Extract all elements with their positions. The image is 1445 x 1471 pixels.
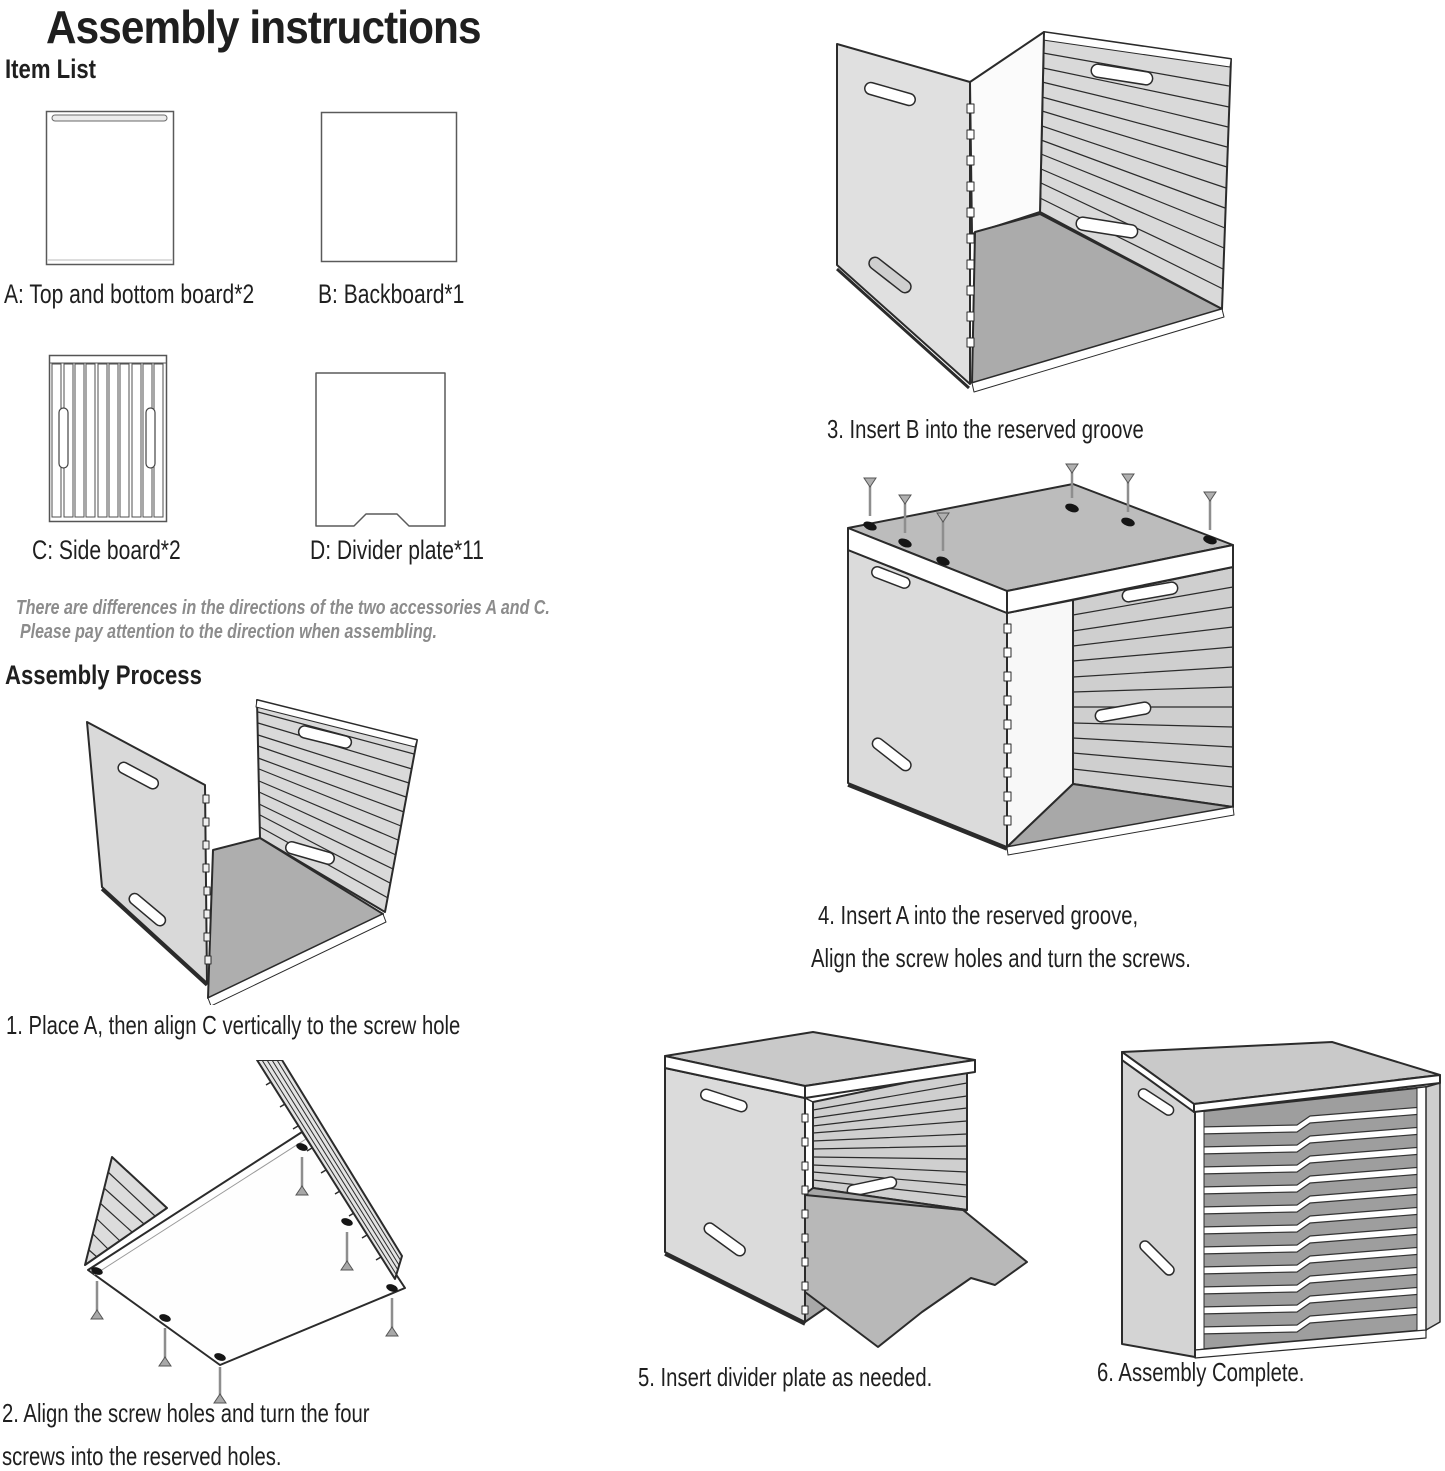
step-6-illustration (1092, 1032, 1445, 1362)
assembly-process-heading: Assembly Process (5, 660, 202, 690)
item-list-heading: Item List (5, 54, 97, 84)
page-title: Assembly instructions (46, 1, 481, 53)
step-6-caption: 6. Assembly Complete. (1097, 1357, 1305, 1387)
item-d-label: D: Divider plate*11 (310, 535, 485, 565)
step-4-caption-line2: Align the screw holes and turn the screws. (811, 943, 1191, 973)
step-2-illustration (50, 1060, 470, 1405)
step-4-illustration (820, 462, 1262, 882)
step-2-caption-line1: 2. Align the screw holes and turn the four (2, 1398, 370, 1428)
step-3-illustration (822, 12, 1242, 405)
handle-slot (146, 408, 155, 468)
direction-note-line2: Please pay attention to the direction when assembling. (20, 621, 437, 643)
divider-plate (805, 1195, 1027, 1347)
item-c-diagram (48, 354, 168, 523)
handle-slot (59, 408, 68, 468)
step-3-caption: 3. Insert B into the reserved groove (827, 414, 1144, 444)
item-d-diagram (314, 371, 447, 528)
step-5-caption: 5. Insert divider plate as needed. (638, 1362, 933, 1392)
step-2-caption-line2: screws into the reserved holes. (2, 1441, 282, 1471)
step-1-illustration (55, 690, 465, 1005)
step-4-caption-line1: 4. Insert A into the reserved groove, (818, 900, 1139, 930)
item-c-label: C: Side board*2 (32, 535, 181, 565)
direction-note-line1: There are differences in the directions of the two accessories A and C. (16, 597, 550, 619)
item-a-diagram (45, 110, 175, 267)
item-b-label: B: Backboard*1 (318, 279, 465, 309)
item-a-label: A: Top and bottom board*2 (4, 279, 255, 309)
item-b-diagram (320, 111, 458, 263)
groove-slot (52, 115, 167, 121)
step-1-caption: 1. Place A, then align C vertically to the screw hole (6, 1010, 461, 1040)
step-5-illustration (645, 1022, 1045, 1360)
